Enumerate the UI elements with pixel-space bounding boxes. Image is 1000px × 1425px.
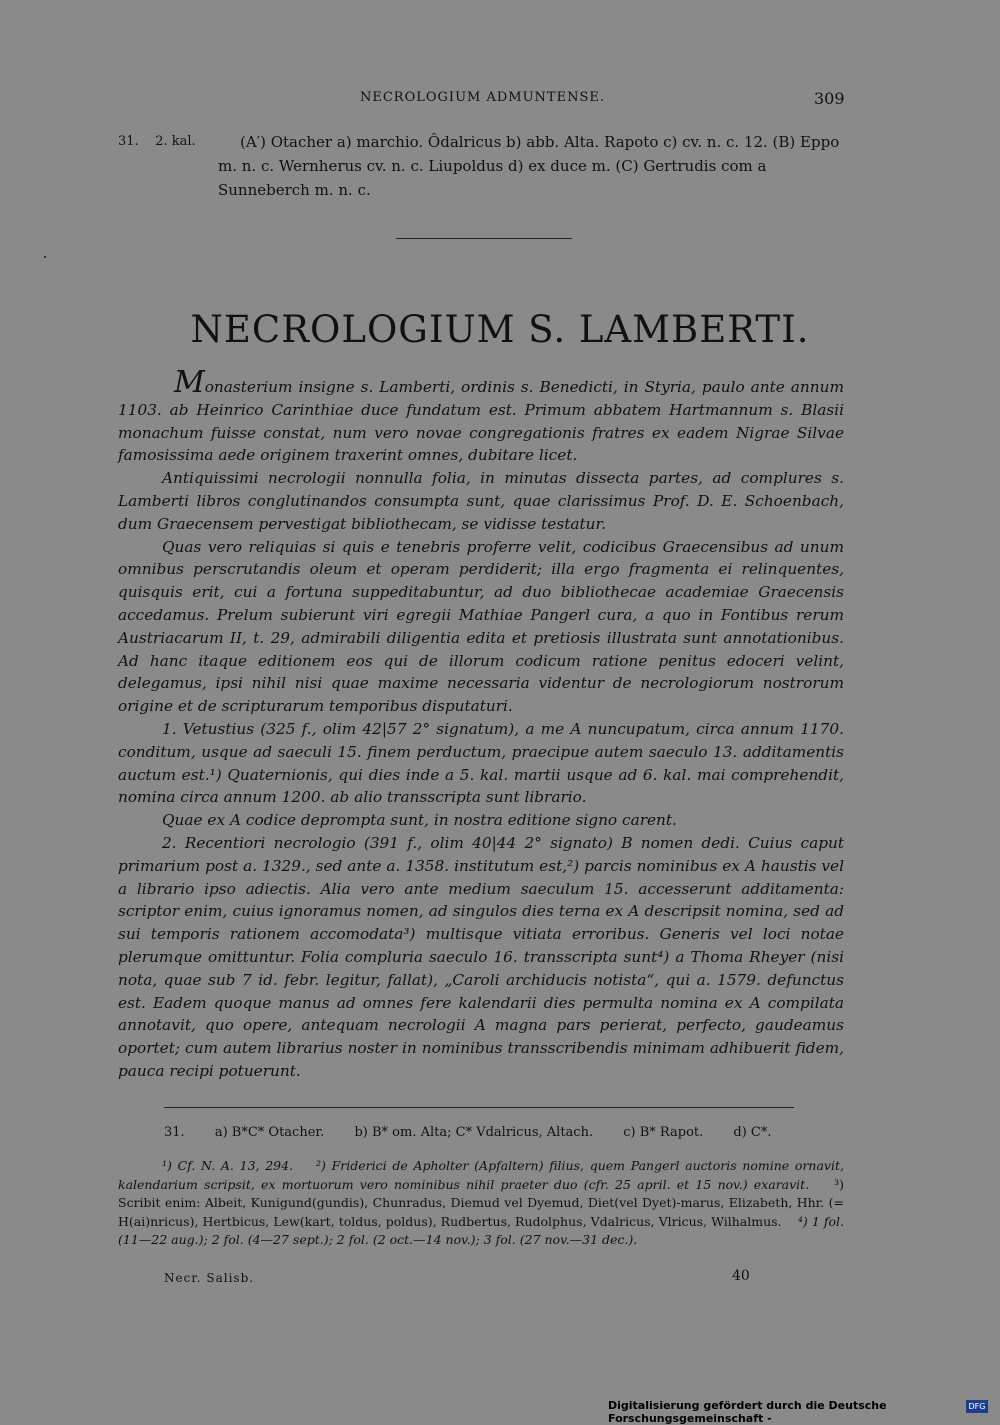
- page-number: 309: [814, 89, 845, 108]
- drop-cap: M: [174, 365, 205, 400]
- paragraph: Monasterium insigne s. Lamberti, ordinis s. Benedicti, in Styria, paulo ante annum 1103. ab Heinrico Carinthiae duce fundatum est. Primum abbatem Hartmannum s. Blasii monachum fuisse constat, num vero novae congregationis fratres ex eadem Nigrae Silvae famosissima aede originem traxerint omnes, dubitare licet.: [118, 365, 844, 465]
- variant-notes: [164, 1125, 844, 1140]
- variant-note: b) B* om. Alta; C* Vdalricus, Altach.: [354, 1125, 594, 1140]
- paragraph: 1. Vetustius (325 f., olim 42|57 2° signatum), a me A nuncupatum, circa annum 1170. conditum, usque ad saeculi 15. finem perductum, praecipue autem saeculo 13. additamentis auctum est.¹) Quaternionis, qui dies inde a 5. kal. martii usque ad 6. kal. mai comprehendit, nomina circa annum 1200. ab alio transscripta sunt librario.: [118, 719, 844, 807]
- footnote: ¹) Cf. N. A. 13, 294. ²) Friderici de Apholter (Apfaltern) filius, quem Pangerl auctoris nomine ornavit, kalendarium scripsit, ex mortuorum vero nominibus nihil praeter duo (cfr. 25 april. et 15 nov.) exaravit. ³) Scribit enim: Albeit, Kunigund(gundis), Chunradus, Diemud vel Dyemud, Diet(vel Dyet)-marus, Elizabeth, Hhr. (= H(ai)nricus), Hertbicus, Lew(kart, toldus, poldus), Rudbertus, Rudolphus, Vdalricus, Vlricus, Wilhalmus. ⁴) 1 fol. (11—22 aug.); 2 fol. (4—27 sept.); 2 fol. (2 oct.—14 nov.); 3 fol. (27 nov.—31 dec.).: [118, 1158, 844, 1247]
- running-title: NECROLOGIUM ADMUNTENSE.: [360, 90, 605, 105]
- entry-line: Sunneberch m. n. c.: [218, 181, 371, 199]
- entry-text: [218, 130, 844, 154]
- entry-date: 2. kal.: [155, 134, 196, 149]
- variant-note: c) B* Rapot.: [623, 1125, 704, 1140]
- entry-line: m. n. c. Wernherus cv. n. c. Liupoldus d) ex duce m. (C) Gertrudis com a: [218, 157, 767, 175]
- variant-note: d) C*.: [733, 1125, 772, 1140]
- variant-day: 31.: [164, 1125, 185, 1140]
- paragraph: 2. Recentiori necrologio (391 f., olim 40|44 2° signato) B nomen dedi. Cuius caput primarium post a. 1329., sed ante a. 1358. institutum est,²) parcis nominibus ex A haustis vel a librario ipso adiectis. Alia vero ante medium saeculum 15. accesserunt additamenta: scriptor enim, cuius ignoramus nomen, ad singulos dies terna ex A descripsit nomina, sed ad sui temporis rationem accomodata³) multisque vitiata erroribus. Generis vel loci notae plerumque omittuntur. Folia compluria saeculo 16. transscripta sunt⁴) a Thoma Rheyer (nisi nota, quae sub 7 id. febr. legitur, fallat), „Caroli archiducis notista“, qui a. 1579. defunctus est. Eadem quoque manus ad omnes fere kalendarii dies permulta nomina ex A compilata annotavit, quo opere, antequam necrologii A magna pars perierat, perfecto, gaudeamus oportet; cum autem librarius noster in nominibus transscribendis minimam adhibuerit fidem, pauca recipi potuerunt.: [118, 833, 844, 1080]
- dfg-logo-icon[interactable]: DFG: [966, 1400, 988, 1413]
- introduction-text: [118, 365, 844, 1083]
- paragraph: Antiquissimi necrologii nonnulla folia, in minutas dissecta partes, ad complures s. Lamberti libros conglutinandos consumpta sunt, quae clarissimus Prof. D. E. Schoenbach, dum Graecensem pervestigat bibliothecam, se vidisse testatur.: [118, 469, 844, 533]
- paragraph: Quas vero reliquias si quis e tenebris proferre velit, codicibus Graecensibus ad unum omnibus perscrutandis oleum et operam perdiderit; illa ergo fragmenta ei relinquentes, quisquis erit, cui a fortuna suppeditabuntur, ad duo bibliothecae academiae Graecensis accedamus. Prelum subierunt viri egregii Mathiae Pangerl cura, a quo in Fontibus rerum Austriacarum II, t. 29, admirabili diligentia edita et pretiosis illustrata sunt annotationibus. Ad hanc itaque editionem eos qui de illorum codicum ratione penitus edoceri velint, delegamus, ipsi nihil nisi quae maxime necessaria videntur de necrologiorum nostrorum origine et de scripturarum temporibus disputaturi.: [118, 537, 844, 716]
- section-divider: [396, 238, 572, 239]
- signature-mark: Necr. Salisb.: [164, 1271, 255, 1285]
- digitization-credit: Digitalisierung gefördert durch die Deutsche Forschungsgemeinschaft -: [608, 1399, 887, 1425]
- footnotes: [118, 1157, 844, 1250]
- signature-number: 40: [732, 1268, 750, 1284]
- variant-note: a) B*C* Otacher.: [214, 1125, 325, 1140]
- entry-line: (A′) Otacher a) marchio. Ôdalricus b) abb. Alta. Rapoto c) cv. n. c. 12. (B) Eppo: [240, 133, 840, 151]
- footnote-rule: [164, 1107, 794, 1108]
- section-title: NECROLOGIUM S. LAMBERTI.: [190, 308, 810, 351]
- scan-speck: [44, 256, 46, 258]
- paragraph: Quae ex A codice deprompta sunt, in nostra editione signo carent.: [162, 811, 677, 830]
- entry-day: 31. 2. kal.: [118, 134, 196, 149]
